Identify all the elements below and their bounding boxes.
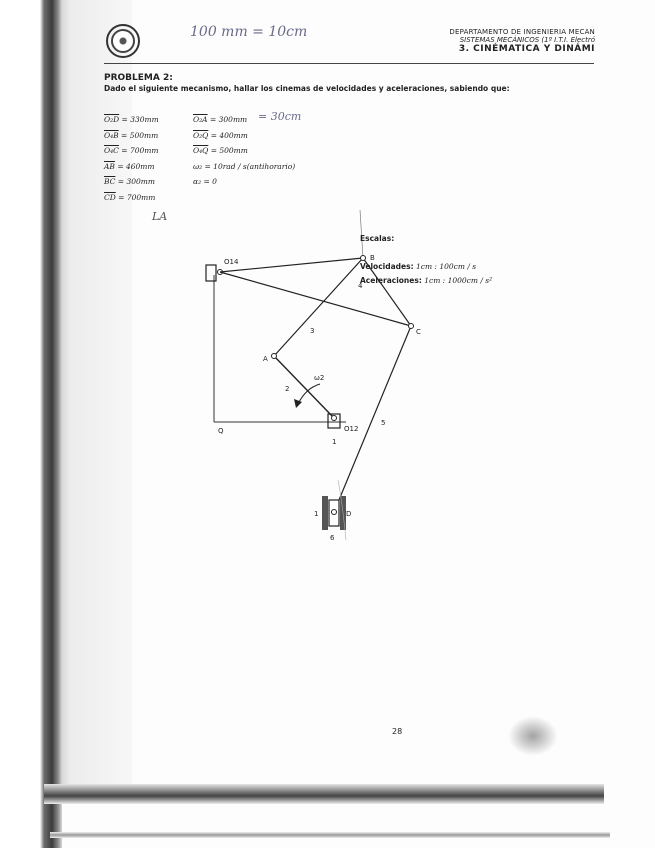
segment-name: O₄Q bbox=[193, 146, 209, 155]
handwritten-annotation: = 30cm bbox=[258, 110, 302, 123]
department-name: DEPARTAMENTO DE INGENIERIA MECÁN bbox=[449, 28, 595, 36]
segment-name: O₄B bbox=[104, 130, 119, 140]
segment-value: = 500mm bbox=[208, 146, 248, 155]
chapter-title: 3. CINÉMATICA Y DINÁMI bbox=[458, 44, 595, 55]
link-2-o12-a bbox=[274, 356, 334, 418]
label-b: B bbox=[370, 254, 375, 262]
scan-line-bottom bbox=[50, 832, 610, 838]
segment-name: $\overline{BC}$ bbox=[104, 177, 116, 186]
segment-value: = 460mm bbox=[114, 161, 155, 171]
handwritten-annotation: LA bbox=[152, 210, 168, 223]
label-link-6: 6 bbox=[330, 534, 335, 542]
link-3-a-b bbox=[274, 258, 363, 356]
segment-name: O₂D bbox=[104, 115, 120, 124]
scan-shadow-bottom bbox=[44, 784, 604, 804]
scales-heading: Escalas: bbox=[360, 234, 395, 243]
label-link-4: 4 bbox=[358, 282, 363, 290]
joint-c bbox=[409, 324, 414, 329]
acceleration-scale-label: Aceleraciones: bbox=[360, 276, 422, 285]
acceleration-scale-value: 1cm : 1000cm / s² bbox=[424, 276, 493, 285]
page-number: 28 bbox=[392, 727, 403, 736]
label-d: D bbox=[346, 510, 352, 518]
link-4-o14-b bbox=[220, 258, 363, 272]
joint-a bbox=[272, 354, 277, 359]
acceleration-scale bbox=[360, 274, 492, 288]
angular-acceleration: α₂ = 0 bbox=[193, 177, 217, 186]
course-name: SISTEMAS MECÁNICOS (1º I.T.I. Electró bbox=[459, 36, 595, 45]
problem-statement: Dado el siguiente mecanismo, hallar los cinemas de velocidades y aceleraciones, sabiendo que: bbox=[104, 84, 510, 93]
scales-box bbox=[360, 232, 492, 288]
label-o14: O14 bbox=[224, 258, 239, 266]
label-a: A bbox=[263, 355, 268, 363]
pivot-o12 bbox=[332, 416, 337, 421]
angular-velocity: ω₂ = 10rad / s(antihorario) bbox=[193, 161, 296, 171]
segment-name: O₄C bbox=[104, 146, 119, 155]
segment-name: $\overline{CD}$ bbox=[104, 192, 116, 202]
label-link-3: 3 bbox=[310, 327, 315, 335]
segment-value: = 400mm bbox=[208, 130, 248, 140]
label-omega: ω2 bbox=[314, 374, 325, 382]
label-ground-1b: 1 bbox=[314, 510, 319, 518]
segment-value: = 500mm bbox=[118, 130, 159, 140]
scan-smudge bbox=[508, 716, 558, 756]
link-5-c-d bbox=[334, 326, 411, 512]
handwritten-scale-note: 100 mm = 10cm bbox=[190, 24, 308, 40]
slider-guide-left bbox=[322, 496, 328, 530]
label-c: C bbox=[416, 328, 421, 336]
joint-d bbox=[332, 510, 337, 515]
problem-title: PROBLEMA 2: bbox=[104, 73, 173, 83]
segment-name: $\overline{AB}$ bbox=[104, 161, 115, 171]
label-link-2: 2 bbox=[285, 385, 290, 393]
segment-value: = 700mm bbox=[115, 192, 156, 202]
label-o12: O12 bbox=[344, 425, 359, 433]
label-ground-1: 1 bbox=[332, 438, 337, 446]
segment-value: = 700mm bbox=[118, 146, 159, 155]
segment-value: = 300mm bbox=[207, 115, 248, 124]
segment-name: O₂A bbox=[193, 115, 208, 124]
label-q: Q bbox=[218, 427, 224, 435]
segment-value: = 330mm bbox=[119, 115, 159, 124]
omega-arrowhead-icon bbox=[294, 399, 302, 408]
velocity-scale-label: Velocidades: bbox=[360, 262, 414, 271]
segment-value: = 300mm bbox=[115, 177, 155, 186]
velocity-scale-value: 1cm : 100cm / s bbox=[415, 262, 477, 271]
velocity-scale bbox=[360, 260, 492, 274]
label-link-5: 5 bbox=[381, 419, 386, 427]
segment-name: O₂Q bbox=[193, 130, 209, 140]
